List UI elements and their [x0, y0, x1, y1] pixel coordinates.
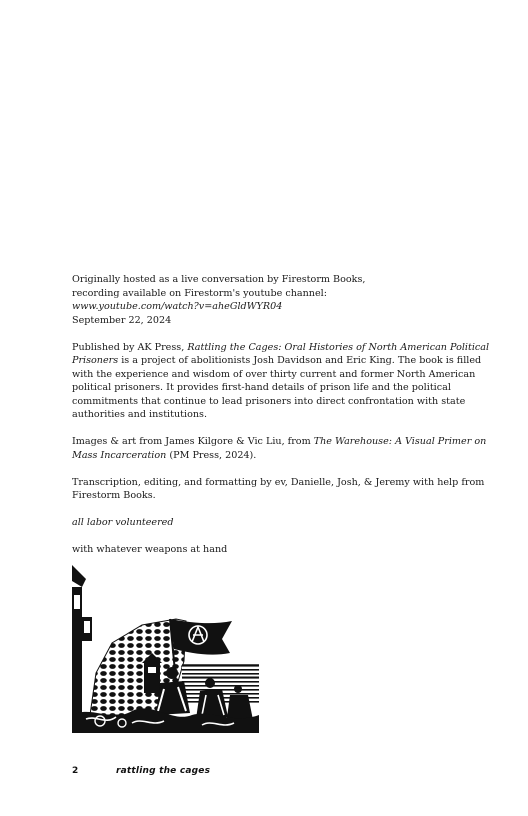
images-outro: (PM Press, 2024).: [166, 449, 257, 461]
images-credit: [72, 435, 490, 462]
hosted-line-2: recording available on Firestorm's youtube channel:: [72, 287, 327, 299]
event-date: September 22, 2024: [72, 314, 172, 326]
book-title: Rattling the Cages: Oral Histories of North American Political Prisoners: [72, 341, 490, 366]
prison-uprising-illustration: [72, 565, 259, 733]
page-footer: [72, 766, 211, 776]
watchtower-icon: [72, 565, 92, 733]
colophon: [72, 273, 490, 570]
page-number: 2: [72, 766, 79, 776]
images-intro: Images & art from James Kilgore & Vic Liu, from: [72, 436, 314, 447]
publisher-intro: Published by AK Press,: [72, 341, 188, 353]
book-description: is a project of abolitionists Josh Davidson and Eric King. The book is filled with the experience and wisdom of over thirty current and former North American political prisoners. It provides first-hand details of prison life and the political commitments that continue to lead prisoners into direct confrontation with state authorities and institutions.: [72, 355, 482, 420]
credits: Transcription, editing, and formatting by ev, Danielle, Josh, & Jeremy with help from Firestorm Books.: [72, 476, 485, 501]
hosted-line-1: Originally hosted as a live conversation by Firestorm Books,: [72, 274, 366, 285]
running-title: rattling the cages: [116, 766, 211, 776]
hosting-info: [72, 273, 490, 327]
youtube-url[interactable]: www.youtube.com/watch?v=aheGldWYR04: [72, 301, 283, 312]
weapons-note: with whatever weapons at hand: [72, 544, 228, 555]
images-book-title: The Warehouse: A Visual Primer on Mass Incarceration: [72, 436, 487, 461]
labor-note: all labor volunteered: [72, 517, 174, 528]
publisher-paragraph: [72, 341, 490, 422]
